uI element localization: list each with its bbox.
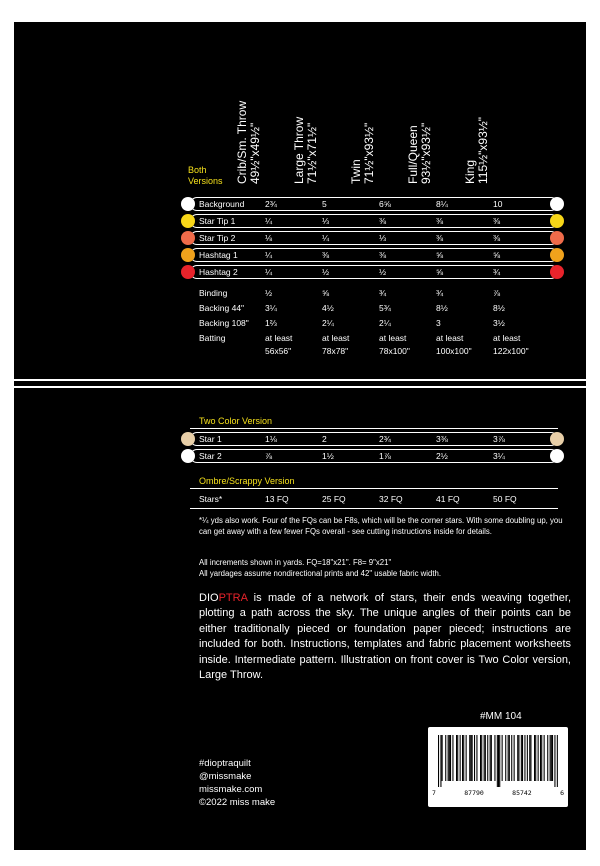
table-cell: ½ bbox=[265, 288, 273, 298]
row-label: Binding bbox=[199, 288, 228, 298]
table-row bbox=[0, 492, 600, 506]
table-row bbox=[0, 432, 600, 446]
table-cell: 8¼ bbox=[436, 199, 448, 209]
table-row bbox=[0, 301, 600, 315]
table-cell: ⅜ bbox=[379, 216, 387, 226]
barcode-bar bbox=[514, 735, 515, 781]
table-cell: ⅓ bbox=[379, 233, 387, 243]
table-cell: ¼ bbox=[265, 216, 273, 226]
table-cell: ¾ bbox=[379, 288, 387, 298]
brand-name-part2: PTRA bbox=[218, 592, 248, 604]
table-row bbox=[0, 231, 600, 245]
barcode-bar bbox=[469, 735, 470, 781]
barcode-bar bbox=[476, 735, 477, 781]
table-cell: 1½ bbox=[322, 451, 334, 461]
row-label: Star Tip 1 bbox=[199, 216, 236, 226]
table-cell: 100x100" bbox=[436, 346, 472, 356]
table-cell: 8½ bbox=[436, 303, 448, 313]
barcode-bar bbox=[544, 735, 545, 781]
barcode-bar bbox=[511, 735, 512, 781]
barcode-bar bbox=[487, 735, 488, 781]
barcode-bar bbox=[550, 735, 551, 781]
row-label: Batting bbox=[199, 333, 226, 343]
table-cell: 2¼ bbox=[322, 318, 334, 328]
barcode-bar bbox=[448, 735, 449, 781]
table-row bbox=[0, 248, 600, 262]
both-versions-line1: Both bbox=[188, 165, 207, 175]
table-cell: 3⅞ bbox=[493, 434, 505, 444]
barcode-bar bbox=[472, 735, 473, 781]
size-dims: 93½"x93½" bbox=[419, 122, 433, 184]
barcode-bar bbox=[527, 735, 528, 781]
table-row bbox=[0, 214, 600, 228]
social-handle: @missmake bbox=[199, 771, 252, 782]
barcode-bar bbox=[540, 735, 541, 781]
barcode-bar bbox=[481, 735, 482, 781]
table-cell: 8½ bbox=[493, 303, 505, 313]
table-cell: 25 FQ bbox=[322, 494, 346, 504]
barcode-bar bbox=[557, 735, 558, 787]
table-cell: 122x100" bbox=[493, 346, 529, 356]
table-cell: 13 FQ bbox=[265, 494, 289, 504]
social-hashtag: #dioptraquilt bbox=[199, 758, 251, 769]
table-cell: 2½ bbox=[436, 451, 448, 461]
barcode-bar bbox=[462, 735, 463, 781]
divider bbox=[190, 488, 558, 489]
barcode-bar bbox=[552, 735, 553, 781]
size-name: Crib/Sm. Throw bbox=[235, 100, 249, 184]
table-cell: ⅞ bbox=[265, 451, 273, 461]
size-dims: 49½"x49½" bbox=[248, 122, 262, 184]
barcode-bar bbox=[538, 735, 539, 781]
barcode-bar bbox=[438, 735, 439, 787]
barcode-bar bbox=[494, 735, 495, 781]
both-versions-line2: Versions bbox=[188, 176, 223, 186]
table-cell: at least bbox=[322, 333, 350, 343]
row-label: Stars* bbox=[199, 494, 223, 504]
table-row bbox=[0, 449, 600, 463]
barcode-bar bbox=[551, 735, 552, 781]
barcode-bar bbox=[485, 735, 486, 781]
table-cell: ⅞ bbox=[493, 288, 501, 298]
barcode-digit: 7 bbox=[432, 789, 436, 797]
table-cell: 10 bbox=[493, 199, 503, 209]
barcode-digit: 87790 bbox=[464, 789, 484, 797]
barcode-bar bbox=[450, 735, 451, 781]
row-label: Hashtag 2 bbox=[199, 267, 238, 277]
table-cell: 78x78" bbox=[322, 346, 349, 356]
table-cell: 5¾ bbox=[379, 303, 391, 313]
table-cell: 4½ bbox=[322, 303, 334, 313]
pattern-description bbox=[199, 591, 571, 683]
table-cell: at least bbox=[265, 333, 293, 343]
table-cell: 3⅜ bbox=[436, 434, 448, 444]
divider bbox=[190, 428, 558, 429]
table-cell: 78x100" bbox=[379, 346, 410, 356]
barcode-bar bbox=[499, 735, 500, 787]
barcode-bar bbox=[440, 735, 441, 787]
table-cell: 3¼ bbox=[265, 303, 277, 313]
divider bbox=[190, 508, 558, 509]
table-cell: 3½ bbox=[493, 318, 505, 328]
size-name: Full/Queen bbox=[406, 125, 420, 184]
row-label: Background bbox=[199, 199, 245, 209]
barcode-digits bbox=[432, 789, 564, 797]
table-row bbox=[0, 331, 600, 345]
barcode-bar bbox=[530, 735, 531, 781]
barcode-bar bbox=[534, 735, 535, 781]
barcode-bar bbox=[535, 735, 536, 781]
barcode-bar bbox=[521, 735, 522, 781]
row-label: Star Tip 2 bbox=[199, 233, 236, 243]
barcode-bar bbox=[524, 735, 525, 781]
barcode-bar bbox=[460, 735, 461, 781]
note-yardages: All yardages assume nondirectional prints and 42" usable fabric width. bbox=[199, 569, 442, 578]
separator-line bbox=[14, 379, 586, 381]
table-row bbox=[0, 286, 600, 300]
barcode-bars-icon bbox=[438, 735, 558, 787]
table-row bbox=[0, 265, 600, 279]
sku-number: #MM 104 bbox=[480, 711, 522, 722]
barcode-bar bbox=[497, 735, 498, 787]
barcode-bar bbox=[480, 735, 481, 781]
table-cell: ⅜ bbox=[493, 216, 501, 226]
table-cell: 1⅛ bbox=[265, 434, 277, 444]
table-cell: 1⅞ bbox=[379, 451, 391, 461]
barcode-bar bbox=[508, 735, 509, 781]
table-row bbox=[0, 197, 600, 211]
barcode-bar bbox=[452, 735, 453, 781]
size-name: Large Throw bbox=[292, 116, 306, 184]
barcode-bar bbox=[505, 735, 506, 781]
table-cell: ¼ bbox=[322, 233, 330, 243]
table-cell: 6⅝ bbox=[379, 199, 391, 209]
separator-line bbox=[14, 386, 586, 388]
barcode-bar bbox=[498, 735, 499, 787]
table-cell: 56x56" bbox=[265, 346, 292, 356]
table-cell: ½ bbox=[322, 267, 330, 277]
barcode-bar bbox=[484, 735, 485, 781]
row-label: Star 2 bbox=[199, 451, 222, 461]
both-versions-label bbox=[188, 165, 223, 187]
barcode-bar bbox=[517, 735, 518, 781]
table-row bbox=[0, 344, 600, 358]
table-cell: ¼ bbox=[265, 250, 273, 260]
copyright: ©2022 miss make bbox=[199, 797, 276, 808]
barcode-bar bbox=[456, 735, 457, 781]
table-cell: ⅝ bbox=[322, 288, 330, 298]
size-dims: 115½"x93½" bbox=[476, 116, 490, 184]
table-cell: ⅝ bbox=[436, 250, 444, 260]
table-cell: ⅜ bbox=[436, 216, 444, 226]
row-label: Star 1 bbox=[199, 434, 222, 444]
table-cell: ⅝ bbox=[436, 267, 444, 277]
table-cell: ⅓ bbox=[322, 216, 330, 226]
barcode-bar bbox=[509, 735, 510, 781]
table-cell: 2¾ bbox=[379, 434, 391, 444]
table-cell: ⅝ bbox=[493, 250, 501, 260]
table-cell: 41 FQ bbox=[436, 494, 460, 504]
row-label: Backing 108" bbox=[199, 318, 249, 328]
table-cell: at least bbox=[436, 333, 464, 343]
barcode-bar bbox=[474, 735, 475, 781]
barcode-bar bbox=[466, 735, 467, 781]
table-cell: 32 FQ bbox=[379, 494, 403, 504]
barcode-bar bbox=[470, 735, 471, 781]
note-increments: All increments shown in yards. FQ=18"x21". F8= 9"x21" bbox=[199, 558, 392, 567]
barcode-bar bbox=[522, 735, 523, 781]
table-cell: ⅛ bbox=[265, 233, 273, 243]
table-cell: ¾ bbox=[436, 288, 444, 298]
table-cell: ¾ bbox=[493, 267, 501, 277]
ombre-version-label: Ombre/Scrappy Version bbox=[199, 476, 295, 486]
two-color-version-label: Two Color Version bbox=[199, 416, 273, 426]
barcode bbox=[428, 727, 568, 807]
table-cell: 3¼ bbox=[493, 451, 505, 461]
table-cell: ⅜ bbox=[322, 250, 330, 260]
table-cell: ¼ bbox=[265, 267, 273, 277]
table-cell: ½ bbox=[379, 267, 387, 277]
size-dims: 71½"x71½" bbox=[305, 122, 319, 184]
table-cell: 2¼ bbox=[379, 318, 391, 328]
size-dims: 71½"x93½" bbox=[362, 122, 376, 184]
table-row bbox=[0, 316, 600, 330]
table-cell: ⅜ bbox=[379, 250, 387, 260]
barcode-bar bbox=[457, 735, 458, 781]
barcode-digit: 6 bbox=[560, 789, 564, 797]
barcode-bar bbox=[463, 735, 464, 781]
barcode-bar bbox=[541, 735, 542, 781]
barcode-bar bbox=[502, 735, 503, 781]
table-cell: ⅜ bbox=[436, 233, 444, 243]
barcode-bar bbox=[442, 735, 443, 781]
barcode-bar bbox=[491, 735, 492, 781]
size-name: Twin bbox=[349, 159, 363, 184]
table-cell: 5 bbox=[322, 199, 327, 209]
barcode-bar bbox=[445, 735, 446, 781]
barcode-digit: 85742 bbox=[512, 789, 532, 797]
table-cell: ⅜ bbox=[493, 233, 501, 243]
barcode-bar bbox=[554, 735, 555, 787]
barcode-bar bbox=[449, 735, 450, 781]
brand-name-part1: DIO bbox=[199, 592, 219, 604]
barcode-bar bbox=[529, 735, 530, 781]
row-label: Backing 44" bbox=[199, 303, 245, 313]
barcode-bar bbox=[518, 735, 519, 781]
size-name: King bbox=[463, 159, 477, 184]
size-header-king bbox=[463, 88, 536, 184]
table-cell: at least bbox=[379, 333, 407, 343]
table-cell: 1⅔ bbox=[265, 318, 277, 328]
note-fq: *¼ yds also work. Four of the FQs can be F8s, which will be the corner stars. With some doubling up, you can get away with a few fewer FQs overall - see cutting instructions inside for details. bbox=[199, 516, 563, 536]
barcode-bar bbox=[547, 735, 548, 781]
table-cell: 2 bbox=[322, 434, 327, 444]
table-cell: 3 bbox=[436, 318, 441, 328]
barcode-bar bbox=[490, 735, 491, 781]
table-cell: at least bbox=[493, 333, 521, 343]
row-label: Hashtag 1 bbox=[199, 250, 238, 260]
table-cell: 2¾ bbox=[265, 199, 277, 209]
description-text: is made of a network of stars, their ends weaving together, plotting a path across the sky. The unique angles of their points can be either traditionally pieced or foundation paper pieced; instructions are included for both. Instructions, templates and fabric placement worksheets inside. Intermediate pattern. Illustration on front cover is Two Color version, Large Throw. bbox=[199, 592, 571, 682]
table-cell: 50 FQ bbox=[493, 494, 517, 504]
website: missmake.com bbox=[199, 784, 263, 795]
